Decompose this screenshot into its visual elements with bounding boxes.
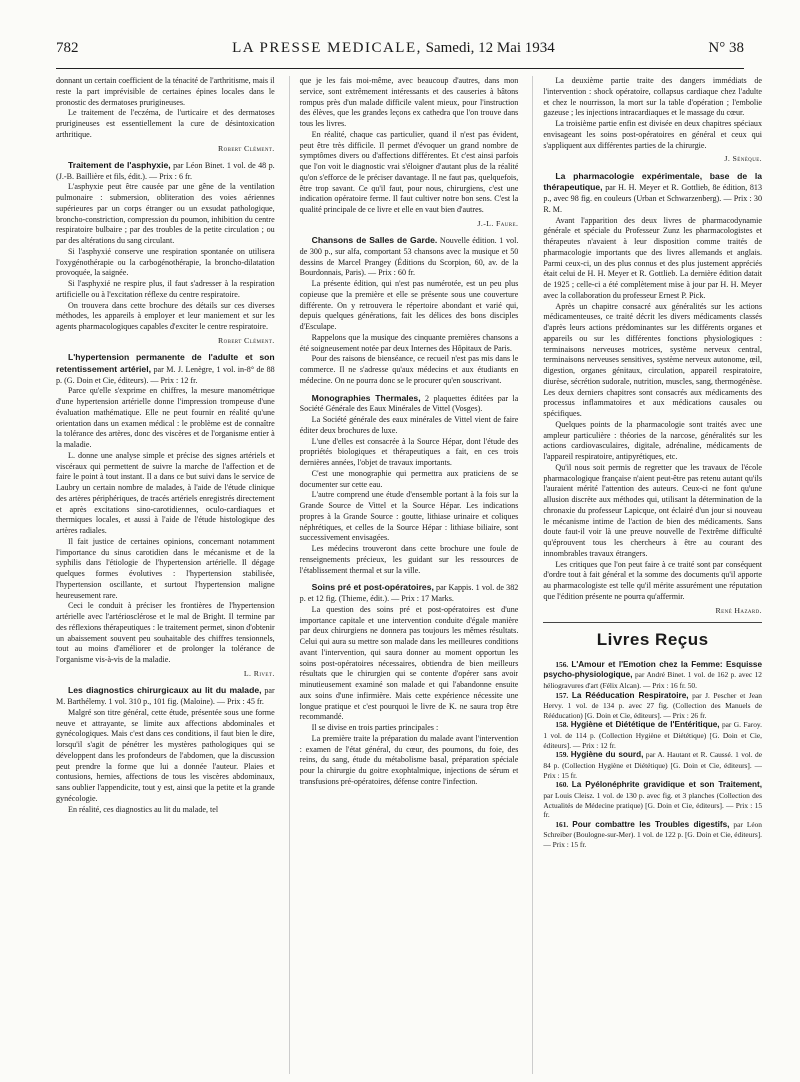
book-title: Hygiène du sourd, xyxy=(570,750,644,760)
column-2 xyxy=(289,76,519,1074)
book-title: Pour combattre les Troubles digestifs, xyxy=(572,819,730,829)
review-title: L'hypertension permanente de l'adulte et son retentissement artériel, xyxy=(56,352,275,374)
paragraph: La question des soins pré et post-opératoires est d'une importance capitale et une intervention conduite d'égale manière par deux chirurgiens ne donnera pas toujours les mêmes résultats. Celui qui aura su mettre son malade dans les meilleures conditions avant l'intervention, qui saura donner au moment opportun les soins post-opératoires nécessaires, obtiendra de bien meilleurs résultats que le chirurgien qui se contente d'opérer sans avoir minutieusement examiné son malade et qui l'abandonne ensuite aux soins d'une infirmière. Mais cette expérience nécessite une longue pratique et c'est pourquoi le livre de K. ne saura trop être recommandé. xyxy=(299,604,519,722)
review-chansons xyxy=(300,235,519,387)
books-list xyxy=(543,660,762,850)
signature: René Hazard. xyxy=(715,605,763,615)
paragraph: En réalité, ces diagnostics au lit du malade, tel xyxy=(68,804,219,814)
signature: Robert Clément. xyxy=(218,143,275,153)
review-asphyxie xyxy=(56,160,275,346)
book-title: La Rééducation Respiratoire, xyxy=(571,690,689,700)
review-heading xyxy=(56,160,275,183)
review-heading xyxy=(56,352,275,386)
paragraph: L'une d'elles est consacrée à la Source Hépar, dont l'étude des propriétés biologiques et thérapeutiques a fait, en ces trois dernières années, l'objet de travaux importants. xyxy=(299,436,519,468)
paragraph: L'asphyxie peut être causée par une gêne de la ventilation pulmonaire : submersion, obliteration des voies aériennes supérieures par un corps étranger ou un exsudat pathologique, broncho-constriction, compression du poumon, inhibition du centre respiratoire bulbaire ; par des troubles de la petite circulation ; ou par des altérations du sang circulant. xyxy=(56,182,275,246)
review-heading xyxy=(56,685,275,708)
review-title: Traitement de l'asphyxie, xyxy=(68,159,171,170)
review-heading xyxy=(300,235,519,279)
paragraph: La Société générale des eaux minérales de Vittel vient de faire éditer deux brochures de luxe. xyxy=(299,415,519,435)
review-pharmacologie xyxy=(543,171,762,616)
journal-title-line xyxy=(232,40,555,57)
review-title: Soins pré et post-opératoires, xyxy=(311,582,434,593)
paragraph: Les critiques que l'on peut faire à ce traité sont par conséquent d'ordre tout à fait général et la somme des documents qu'il apporte au pharmacologiste est telle qu'il mérite assurément une réputation que l'édition présente ne pourra qu'affermir. xyxy=(543,559,763,601)
review-title: Monographies Thermales, xyxy=(311,392,421,403)
paragraph: Si l'asphyxié ne respire plus, il faut s'adresser à la respiration artificielle ou à l'excitation réflexe du centre respiratoire. xyxy=(56,279,275,299)
paragraph: Il fait justice de certaines opinions, concernant notamment l'importance du sinus carotidien dans le mécanisme et de la syphilis dans l'étiologie de l'hypertension artérielle. Il dégage quelques formes évolutives : l'hypertension stabilisée, l'hypertension oscillante, et surtout l'hypertension maligne heureusement rare. xyxy=(56,536,275,600)
review-diagnostics xyxy=(56,685,275,815)
issue-number: N° 38 xyxy=(708,40,744,56)
book-details: par G. Faroy. 1 vol. de 114 p. (Collection Hygiène et Diététique) [G. Doin et Cie, éditeurs]. — Prix : 12 fr. xyxy=(543,720,763,750)
book-title: La Pyélonéphrite gravidique et son Traitement, xyxy=(571,780,762,790)
paragraph: Il se divise en trois parties principales : xyxy=(311,723,439,733)
review-title: Chansons de Salles de Garde. xyxy=(311,235,438,246)
review-meta: par M. Barthélemy. 1 vol. 310 p., 101 fig. (Maloine). — Prix : 45 fr. xyxy=(56,686,275,707)
book-entry xyxy=(543,660,762,691)
paragraph: donnant un certain coefficient de la ténacité de l'arthritisme, mais il reste la part imprévisible de certaines épines locales dans le pronostic des dermatoses prurigineuses. xyxy=(56,76,275,107)
book-number: 158. xyxy=(555,720,569,730)
paragraph: La présente édition, qui n'est pas numérotée, est un peu plus copieuse que la première et elle se présente sous une couverture différente. On y retrouvera le répertoire abondant et varié qui, depuis quelques générations, fait les délices des bons disciples d'Esculape. xyxy=(299,279,519,332)
review-monographies xyxy=(300,393,519,577)
review-meta: par Léon Binet. 1 vol. de 48 p. (J.-B. Baillière et fils, édit.). — Prix : 6 fr. xyxy=(56,160,275,181)
book-number: 156. xyxy=(555,659,569,669)
book-title: Hygiène et Diététique de l'Entéritique, xyxy=(570,720,720,730)
paragraph: La deuxième partie traite des dangers immédiats de l'intervention : shock opératoire, collapsus cardiaque chez l'adulte et chez le nourrisson, la mort sur la table d'opération ; l'embolie gazeuse ; les injections intracardiaques et le massage du cœur. xyxy=(543,76,763,118)
paragraph: L. donne une analyse simple et précise des signes artériels et viscéraux qui permettent de suivre la marche de l'affection et de faire le point à tout instant. Il a dans ce but suivi dans le service de Laubry un certain nombre de malades, à l'aide de l'étude clinique des artères périphériques, de tracés artériels enregistrés directement et après excitations sino-carotidiennes, oculo-cardiaques et thermiques locales, et aussi à l'aide de l'étude histologique des artères radiales. xyxy=(56,450,275,536)
book-details: par A. Hautant et R. Caussé. 1 vol. de 84 p. (Collection Hygiène et Diététique) [G. Doin et Cie, éditeurs]. — Prix : 15 fr. xyxy=(543,750,763,780)
paragraph: Quelques points de la pharmacologie sont traités avec une ampleur particulière : théories de la narcose, généralités sur les actions cardiovasculaires, digitale, adrénaline, médicaments de l'appareil respiratoire, antipyrétiques, etc. xyxy=(543,419,763,462)
paragraph: Malgré son titre général, cette étude, présentée sous une forme neuve et attrayante, se limite aux affections abdominales et gynécologiques. Mais c'est dans ces conditions, il faut bien le dire, lorsqu'il s'agit de pénétrer les mystères pathologiques qui se développent dans les profondeurs de l'abdomen, que la discussion peut prendre la forme que lui a donnée l'auteur. Plaies et contusions, hernies, affections de tous les viscères abdominaux, sans oublier l'appendicite, tout y est, ainsi que la petite et la grande gynécologie. xyxy=(56,707,275,803)
page-number: 782 xyxy=(56,40,79,56)
signature: J. Sénèque. xyxy=(724,154,763,164)
journal-title: LA PRESSE MEDICALE, xyxy=(232,40,422,56)
book-details: par J. Pescher et Jean Hervy. 1 vol. de 134 p. avec 27 fig. (Collection des Manuels de Rééducation) [G. Doin et Cie, éditeurs]. — Prix : 26 fr. xyxy=(543,690,763,720)
book-entry xyxy=(543,750,762,780)
signature: Robert Clément. xyxy=(218,335,275,345)
paragraph: En réalité, chaque cas particulier, quand il n'est pas évident, peut être très difficile. Il permet d'évoquer un grand nombre de symptômes divers ou d'affections différentes. Et c'est ainsi parfois que l'on voit le diagnostic vrai s'éloigner d'autant plus de la réalité qu'on s'efforce de le préciser davantage. Il ne faut pas, quelquefois, être trop savant. Ce qu'il faut, pour nous, chirurgiens, c'est une indication opératoire ferme. Il faut cultiver notre bon sens. C'est la qualité principale de ce livre et elle en vaut bien d'autres. xyxy=(299,129,519,214)
issue-date: Samedi, 12 Mai 1934 xyxy=(425,40,555,56)
paragraph: Ceci le conduit à préciser les frontières de l'hypertension artérielle avec l'artériosclérose et le mal de Bright. Il termine par des réflexions thérapeutiques : le traitement permet, sinon d'obtenir un abaissement souvent peu souhaitable des chiffres tensionnels, tout au moins d'améliorer et de prolonger la tolérance de l'organisme vis-à-vis de la maladie. xyxy=(56,601,275,665)
book-number: 160. xyxy=(555,780,569,790)
review-hypertension xyxy=(56,352,275,679)
paragraph: Rappelons que la musique des cinquante premières chansons a été soigneusement notée par deux Internes des Hôpitaux de Paris. xyxy=(299,332,519,353)
paragraph: La troisième partie enfin est divisée en deux chapitres spéciaux envisageant les soins post-opératoires en général et ceux qui s'appliquent aux différentes parties de la chirurgie. xyxy=(543,119,763,150)
book-number: 157. xyxy=(555,690,569,700)
paragraph: On trouvera dans cette brochure des détails sur ces diverses méthodes, les appareils à employer et leur maniement et sur les agents pharmacologiques capables d'exciter le centre respiratoire. xyxy=(56,300,275,332)
review-meta: 2 plaquettes éditées par la Société Générale des Eaux Minérales de Vittel (Vosges). xyxy=(299,393,519,414)
paragraph: Les médecins trouveront dans cette brochure une foule de renseignements précieux, les guidant sur les ressources de l'établissement thermal et sur la ville. xyxy=(299,544,519,575)
paragraph: Parce qu'elle s'exprime en chiffres, la mesure manométrique d'une hypertension artérielle donne l'impression trompeuse d'une évaluation mathématique. Elle ne peut fournir en réalité qu'une orientation dans un examen médical : le problème est de connaître la tolérance des artères, donc des viscères et de l'organisme entier à la maladie. xyxy=(56,386,275,450)
review-soins xyxy=(300,582,519,787)
review-heading xyxy=(543,171,762,216)
review-meta: Nouvelle édition. 1 vol. de 300 p., sur alfa, comportant 53 chansons avec la musique et 50 dessins de Marcel Prangey (Éditions du Scorpion, 60, av. de la Bourdonnais, Paris). — Prix : 60 fr. xyxy=(299,236,519,278)
paragraph: que je les fais moi-même, avec beaucoup d'autres, dans mon service, sont extrêmement intéressants et des causeries à bâtons rompus près d'un malade difficile valent mieux, pour l'instruction des élèves, que les grandes leçons ex cathedra que l'on trouve dans tous les livres. xyxy=(299,76,519,128)
review-title: La pharmacologie expérimentale, base de la thérapeutique, xyxy=(543,170,763,193)
paragraph: La première traite la préparation du malade avant l'intervention : examen de l'état général, du cœur, des poumons, du foie, des reins, du sang, étude du métabolisme basal, préparation spéciale pour la chirurgie du goitre exophtalmique, injections de sérum et transfusions pré-opératoires, défense contre l'infection. xyxy=(299,733,519,786)
book-number: 161. xyxy=(555,819,569,829)
column-3 xyxy=(532,76,762,1074)
review-title: Les diagnostics chirurgicaux au lit du malade, xyxy=(68,685,262,696)
section-divider xyxy=(543,622,762,623)
paragraph: Pour des raisons de bienséance, ce recueil n'est pas mis dans le commerce. Il ne s'adresse qu'aux médecins et aux étudiants en médecine. On ne pourra donc se le procurer qu'en souscrivant. xyxy=(299,354,519,385)
paragraph: C'est une monographie qui permettra aux praticiens de se documenter sur cette eau. xyxy=(299,468,519,489)
paragraph: Si l'asphyxié conserve une respiration spontanée on utilisera l'oxygénothérapie ou la carbogénothérapie, la broncho-dilatation provoquée, la saignée. xyxy=(56,246,275,278)
signature: L. Rivet. xyxy=(243,668,275,678)
review-heading xyxy=(300,393,519,416)
paragraph: Avant l'apparition des deux livres de pharmacodynamie générale et spéciale du Professeur Zunz les pharmacologistes et thérapeutes n'avaient à leur disposition comme traités de pharmacologie importants que des livres allemands et anglais. Parmi ceux-ci, un des plus connus et des plus justement appréciés était celui de H. H. Meyer et R. Gottlieb. La dernière édition datait de 1925 ; celle-ci a été complètement mise à jour par H. H. Meyer avec la collaboration du professeur Ernest P. Pick. xyxy=(543,215,763,300)
paragraph: Qu'il nous soit permis de regretter que les travaux de l'école pharmacologique française n'aient peut-être pas retenu autant qu'ils l'auraient mérité l'attention des auteurs. Ceux-ci ne font qu'une allusion discrète aux méthodes qui, utilisant la détermination de la chronaxie du professeur Lapicque, ont éclairé d'un jour si nouveau le mécanisme intime de l'action de bien des médicaments. Sans doute faut-il voir là une preuve nouvelle de l'extrême difficulté qu'éprouvent tous les chercheurs à être au courant des innombrables travaux étrangers. xyxy=(543,462,763,558)
book-details: par Louis Cleisz. 1 vol. de 130 p. avec fig. et 3 planches (Collection des Actualités de Médecine pratique) [G. Doin et Cie, éditeurs]. — Prix : 15 fr. xyxy=(543,790,763,820)
signature: J.-L. Faure. xyxy=(477,218,519,228)
review-meta: par M. J. Lenègre, 1 vol. in-8° de 88 p. (G. Doin et Cie, éditeurs). — Prix : 12 fr. xyxy=(56,364,275,385)
book-entry xyxy=(543,820,762,850)
book-title: L'Amour et l'Emotion chez la Femme: Esquisse psycho-physiologique, xyxy=(543,659,763,680)
page-header xyxy=(56,40,744,69)
column-1 xyxy=(56,76,275,1074)
book-details: par Léon Schreiber (Boulogne-sur-Mer). 1 vol. de 122 p. [G. Doin et Cie, éditeurs]. — Prix : 15 fr. xyxy=(543,819,763,850)
review-meta: par H. H. Meyer et R. Gottlieb, 8e édition, 813 p., avec 98 fig. en couleurs (Urban et Schwarzenberg). — Prix : 30 R. M. xyxy=(543,183,763,214)
book-entry xyxy=(543,720,762,750)
book-entry xyxy=(543,691,762,721)
review-meta: par Kappis. 1 vol. de 382 p. et 12 fig. (Thieme, édit.). — Prix : 17 Marks. xyxy=(299,583,519,604)
book-entry xyxy=(543,780,762,820)
columns xyxy=(56,76,762,1074)
paragraph: L'autre comprend une étude d'ensemble portant à la fois sur la Grande Source de Vittel et la Source Hépar. Les indications propres à la Grande Source : goutte, lithiase urinaire et coliques néphrétiques, et celles de la Source Hépar : lithiase biliaire, sont successivement envisagées. xyxy=(299,490,519,543)
book-number: 159. xyxy=(555,750,569,760)
livres-recus-heading: Livres Reçus xyxy=(596,629,709,649)
paragraph: Le traitement de l'eczéma, de l'urticaire et des dermatoses prurigineuses est essentiellement la cure de désintoxication arthritique. xyxy=(56,108,275,139)
review-heading xyxy=(300,582,519,605)
paragraph: Après un chapitre consacré aux généralités sur les actions médicamenteuses, ce traité décrit les divers médicaments classés d'après leurs actions prédominantes sur les différents organes et appareils ou sur les différentes fonctions physiologiques : terminaisons nerveuses motrices, système nerveux central, terminaisons nerveuses sensitives, système nerveux autonome, œil, digestion, organes génitaux, circulation, appareil respiratoire, diurèse, sécrétion sudorale, nutrition, muscles, sang, thermogénèse. Les deux derniers chapitres sont consacrés aux médicaments des processus inflammatoires et aux médications causales ou spécifiques. xyxy=(543,301,763,419)
book-details: par André Binet. 1 vol. de 162 p. avec 12 héliogravures d'art (Félix Alcan). — Prix : 16 fr. 50. xyxy=(543,670,763,690)
